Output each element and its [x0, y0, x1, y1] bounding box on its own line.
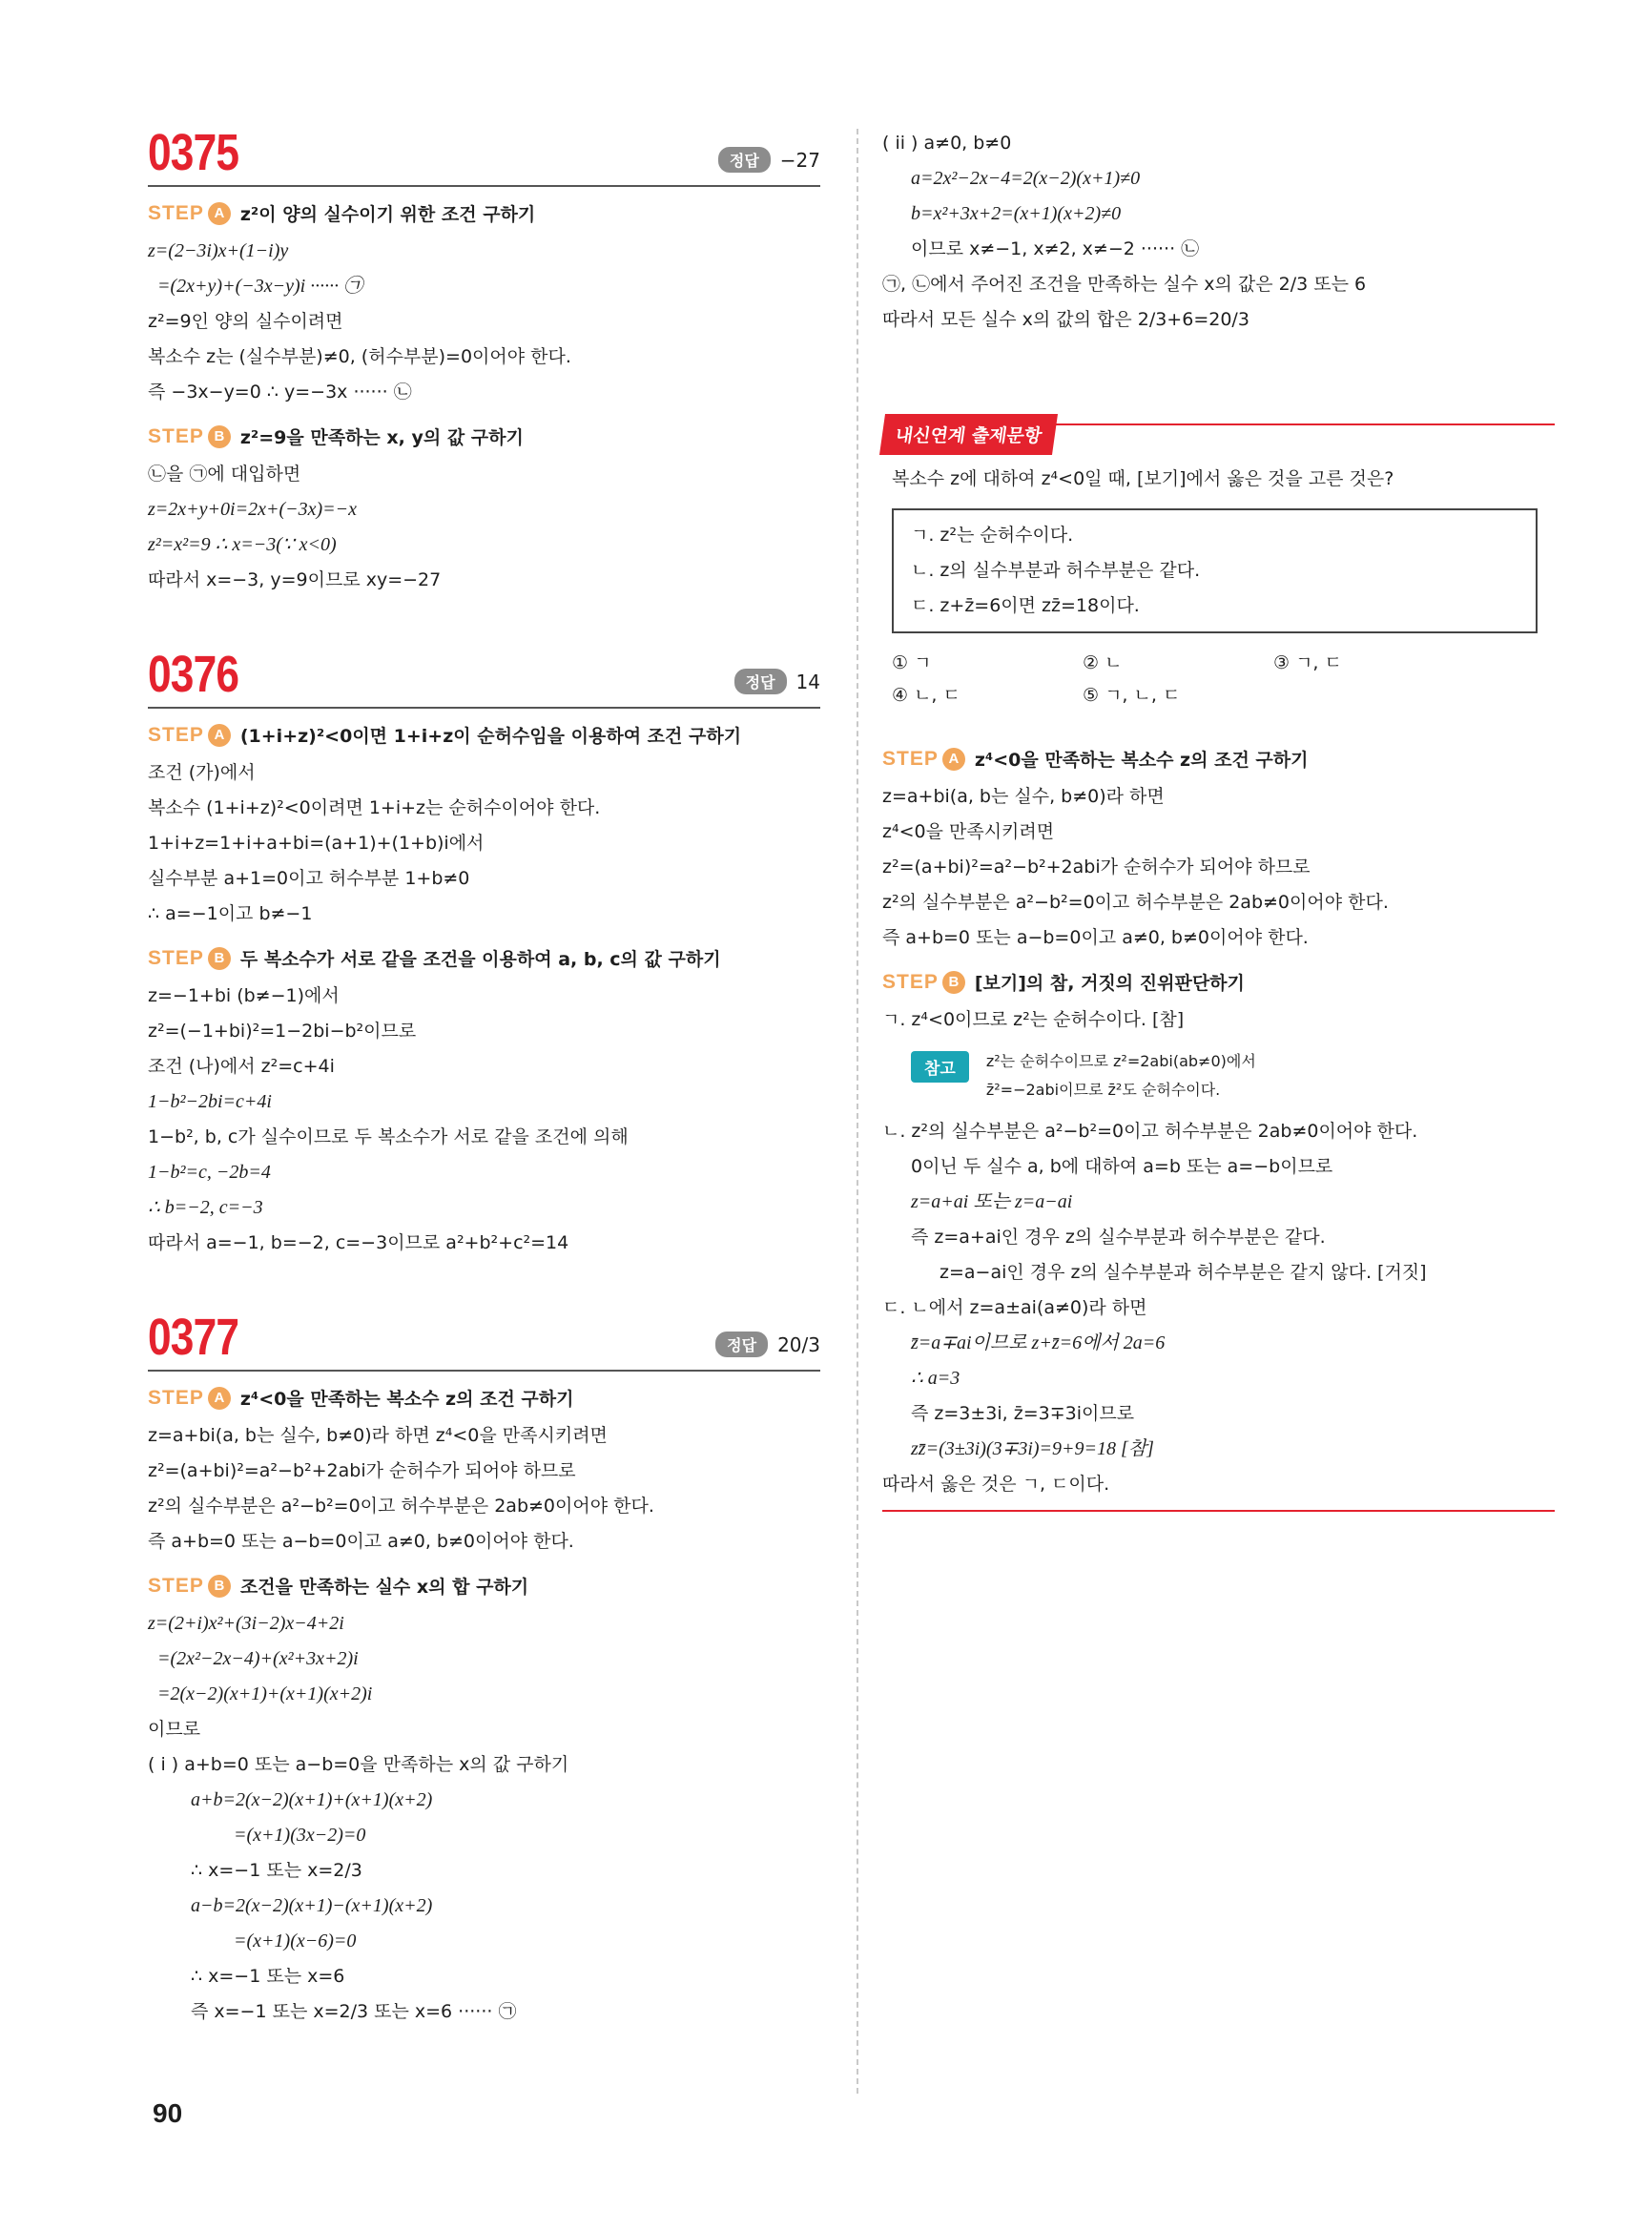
- solution-line: ( ii ) a≠0, b≠0: [882, 133, 1012, 154]
- example-item: ㄱ. z²는 순허수이다.: [911, 525, 1074, 546]
- step-a-heading: [148, 200, 820, 226]
- right-column: [882, 126, 1555, 1512]
- solution-line: z=2x+y+0i=2x+(−3x)=−x: [148, 499, 358, 520]
- solution-line: z̄=a∓ai이므로 z+z̄=6에서 2a=6: [911, 1332, 1166, 1353]
- reference-text: [986, 1047, 1256, 1105]
- solution-line: ㄷ. ㄴ에서 z=a±ai(a≠0)라 하면: [882, 1297, 1147, 1318]
- answer-area: [715, 1332, 820, 1357]
- solution-line: z=(2−3i)x+(1−i)y: [148, 240, 289, 261]
- step-letter-icon: B: [208, 947, 231, 970]
- solution-line: =(x+1)(3x−2)=0: [234, 1825, 366, 1846]
- solution-line: 이므로 x≠−1, x≠2, x≠−2 ······ ㉡: [911, 238, 1200, 259]
- page-number: 90: [153, 2098, 183, 2128]
- solution-line: =(2x+y)+(−3x−y)i ······ ㉠: [157, 276, 363, 297]
- step-letter-icon: A: [942, 748, 965, 771]
- solution-line: 따라서 x=−3, y=9이므로 xy=−27: [148, 569, 442, 590]
- problem-0377: [148, 1309, 820, 2030]
- step-letter-icon: B: [942, 971, 965, 994]
- solution-line: 1−b²−2bi=c+4i: [148, 1091, 272, 1112]
- choice-item: ⑤ ㄱ, ㄴ, ㄷ: [1083, 685, 1181, 706]
- step-text: (1+i+z)²<0이면 1+i+z이 순허수임을 이용하여 조건 구하기: [239, 726, 742, 747]
- step-b-heading: [148, 945, 820, 971]
- choice-item: ② ㄴ: [1083, 652, 1123, 673]
- solution-line: ㉡을 ㉠에 대입하면: [148, 464, 301, 485]
- left-column: [148, 124, 820, 2030]
- step-text: z⁴<0을 만족하는 복소수 z의 조건 구하기: [974, 750, 1309, 771]
- solution-line: 복소수 z는 (실수부분)≠0, (허수부분)=0이어야 한다.: [148, 346, 571, 367]
- step-word: STEP: [148, 723, 204, 746]
- solution-line: 실수부분 a+1=0이고 허수부분 1+b≠0: [148, 868, 470, 889]
- solution-line: ( i ) a+b=0 또는 a−b=0을 만족하는 x의 값 구하기: [148, 1754, 569, 1775]
- problem-0376: [148, 646, 820, 1261]
- solution-line: zz̄=(3±3i)(3∓3i)=9+9=18 [참]: [911, 1438, 1154, 1459]
- solution-line: ∴ b=−2, c=−3: [148, 1197, 263, 1218]
- section-end-rule: [882, 1510, 1555, 1512]
- step-b-heading: [148, 1573, 820, 1599]
- step-word: STEP: [148, 201, 204, 224]
- step-letter-icon: A: [208, 1387, 231, 1410]
- solution-line: a−b=2(x−2)(x+1)−(x+1)(x+2): [191, 1895, 433, 1916]
- step-text: z²이 양의 실수이기 위한 조건 구하기: [239, 204, 536, 225]
- solution-line: 즉 z=a+ai인 경우 z의 실수부분과 허수부분은 같다.: [911, 1227, 1326, 1248]
- step-letter-icon: B: [208, 1575, 231, 1598]
- step-b-heading: [882, 969, 1555, 995]
- solution-line: z=a+bi(a, b는 실수, b≠0)라 하면: [882, 786, 1165, 807]
- example-box: [892, 508, 1538, 633]
- title-rule: [148, 1370, 820, 1372]
- problem-number: 0377: [148, 1309, 239, 1366]
- example-item: ㄷ. z+z̄=6이면 zz̄=18이다.: [911, 595, 1140, 616]
- solution-line: z²의 실수부분은 a²−b²=0이고 허수부분은 2ab≠0이어야 한다.: [148, 1496, 654, 1517]
- problem-0375: [148, 124, 820, 598]
- solution-line: =(x+1)(x−6)=0: [234, 1931, 357, 1951]
- solution-line: ㉠, ㉡에서 주어진 조건을 만족하는 실수 x의 값은 2/3 또는 6: [882, 274, 1367, 295]
- solution-line: 즉 x=−1 또는 x=2/3 또는 x=6 ······ ㉠: [191, 2001, 517, 2022]
- question-text: 복소수 z에 대하여 z⁴<0일 때, [보기]에서 옳은 것을 고른 것은?: [892, 468, 1394, 489]
- choice-item: ④ ㄴ, ㄷ: [892, 685, 960, 706]
- solution-line: ㄱ. z⁴<0이므로 z²는 순허수이다. [참]: [882, 1009, 1185, 1030]
- answer-value: 14: [795, 670, 820, 693]
- step-a-heading: [882, 746, 1555, 772]
- solution-line: z²=x²=9 ∴ x=−3(∵ x<0): [148, 534, 337, 555]
- solution-line: =(2x²−2x−4)+(x²+3x+2)i: [157, 1648, 359, 1669]
- title-rule: [148, 185, 820, 187]
- step-letter-icon: B: [208, 425, 231, 448]
- solution-line: 복소수 (1+i+z)²<0이려면 1+i+z는 순허수이어야 한다.: [148, 797, 601, 818]
- solution-line: 1−b², b, c가 실수이므로 두 복소수가 서로 같을 조건에 의해: [148, 1126, 629, 1147]
- solution-line: 따라서 a=−1, b=−2, c=−3이므로 a²+b²+c²=14: [148, 1232, 569, 1253]
- solution-line: =2(x−2)(x+1)+(x+1)(x+2)i: [157, 1683, 373, 1704]
- solution-line: z=−1+bi (b≠−1)에서: [148, 985, 340, 1006]
- step-letter-icon: A: [208, 724, 231, 747]
- answer-value: −27: [779, 148, 820, 172]
- answer-area: [734, 669, 820, 694]
- step-a-heading: [148, 722, 820, 748]
- solution-line: 따라서 모든 실수 x의 값의 합은 2/3+6=20/3: [882, 309, 1249, 330]
- solution-line: 즉 a+b=0 또는 a−b=0이고 a≠0, b≠0이어야 한다.: [882, 927, 1309, 948]
- column-divider: [857, 129, 858, 2094]
- answer-area: [718, 147, 820, 173]
- example-item: ㄴ. z의 실수부분과 허수부분은 같다.: [911, 560, 1201, 581]
- step-text: z²=9을 만족하는 x, y의 값 구하기: [239, 427, 524, 448]
- reference-note: [911, 1047, 1555, 1105]
- step-word: STEP: [148, 1574, 204, 1597]
- step-text: z⁴<0을 만족하는 복소수 z의 조건 구하기: [239, 1389, 574, 1410]
- solution-line: z=a+bi(a, b는 실수, b≠0)라 하면 z⁴<0을 만족시키려면: [148, 1425, 608, 1446]
- answer-badge: 정답: [718, 147, 771, 173]
- solution-line: 즉 z=3±3i, z̄=3∓3i이므로: [911, 1403, 1135, 1424]
- answer-choices: [882, 647, 1555, 712]
- section-tag: 내신연계 출제문항: [879, 414, 1058, 455]
- solution-line: a+b=2(x−2)(x+1)+(x+1)(x+2): [191, 1789, 433, 1810]
- step-a-heading: [148, 1385, 820, 1411]
- step-b-heading: [148, 423, 820, 449]
- step-word: STEP: [882, 747, 939, 770]
- section-header: [882, 414, 1555, 462]
- choice-item: ① ㄱ: [892, 652, 932, 673]
- solution-line: ∴ a=−1이고 b≠−1: [148, 903, 313, 924]
- solution-line: a=2x²−2x−4=2(x−2)(x+1)≠0: [911, 168, 1141, 189]
- solution-line: 즉 a+b=0 또는 a−b=0이고 a≠0, b≠0이어야 한다.: [148, 1531, 574, 1552]
- solution-line: z=(2+i)x²+(3i−2)x−4+2i: [148, 1613, 344, 1634]
- answer-badge: 정답: [734, 669, 787, 694]
- solution-line: 즉 −3x−y=0 ∴ y=−3x ······ ㉡: [148, 382, 412, 403]
- solution-line: z²=(−1+bi)²=1−2bi−b²이므로: [148, 1021, 417, 1042]
- solution-line: ∴ x=−1 또는 x=6: [191, 1966, 345, 1987]
- solution-line: z=a+ai 또는 z=a−ai: [911, 1191, 1073, 1212]
- solution-line: ㄴ. z²의 실수부분은 a²−b²=0이고 허수부분은 2ab≠0이어야 한다.: [882, 1121, 1418, 1142]
- section-rule: [1040, 423, 1555, 425]
- solution-line: 이므로: [148, 1719, 201, 1740]
- choice-item: ③ ㄱ, ㄷ: [1273, 652, 1342, 673]
- solution-line: z²의 실수부분은 a²−b²=0이고 허수부분은 2ab≠0이어야 한다.: [882, 892, 1389, 913]
- solution-line: z²=9인 양의 실수이려면: [148, 311, 343, 332]
- step-word: STEP: [882, 970, 939, 993]
- solution-line: z=a−ai인 경우 z의 실수부분과 허수부분은 같지 않다. [거짓]: [940, 1262, 1427, 1283]
- problem-number: 0376: [148, 646, 239, 703]
- solution-line: 따라서 옳은 것은 ㄱ, ㄷ이다.: [882, 1474, 1110, 1495]
- answer-badge: 정답: [715, 1332, 768, 1357]
- solution-line: 1−b²=c, −2b=4: [148, 1162, 271, 1183]
- reference-badge: 참고: [911, 1051, 969, 1083]
- solution-line: 조건 (나)에서 z²=c+4i: [148, 1056, 335, 1077]
- solution-line: 조건 (가)에서: [148, 762, 256, 783]
- solution-line: 1+i+z=1+i+a+bi=(a+1)+(1+b)i에서: [148, 833, 485, 854]
- solution-line: z²=(a+bi)²=a²−b²+2abi가 순허수가 되어야 하므로: [882, 857, 1311, 878]
- solution-line: 0이닌 두 실수 a, b에 대하여 a=b 또는 a=−b이므로: [911, 1156, 1333, 1177]
- title-rule: [148, 707, 820, 709]
- solution-line: z⁴<0을 만족시키려면: [882, 821, 1055, 842]
- problem-number: 0375: [148, 124, 239, 181]
- reference-line: z̄²=−2abi이므로 z̄²도 순허수이다.: [985, 1081, 1221, 1099]
- answer-value: 20/3: [777, 1332, 820, 1356]
- step-text: [보기]의 참, 거짓의 진위판단하기: [974, 973, 1245, 994]
- solution-line: b=x²+3x+2=(x+1)(x+2)≠0: [911, 203, 1122, 224]
- step-word: STEP: [148, 1386, 204, 1409]
- step-word: STEP: [148, 424, 204, 447]
- step-text: 두 복소수가 서로 같을 조건을 이용하여 a, b, c의 값 구하기: [239, 949, 721, 970]
- step-word: STEP: [148, 946, 204, 969]
- solution-line: ∴ a=3: [911, 1368, 960, 1389]
- reference-line: z²는 순허수이므로 z²=2abi(ab≠0)에서: [985, 1052, 1256, 1070]
- step-text: 조건을 만족하는 실수 x의 합 구하기: [239, 1577, 529, 1598]
- step-letter-icon: A: [208, 202, 231, 225]
- solution-line: ∴ x=−1 또는 x=2/3: [191, 1860, 362, 1881]
- solution-line: z²=(a+bi)²=a²−b²+2abi가 순허수가 되어야 하므로: [148, 1460, 576, 1481]
